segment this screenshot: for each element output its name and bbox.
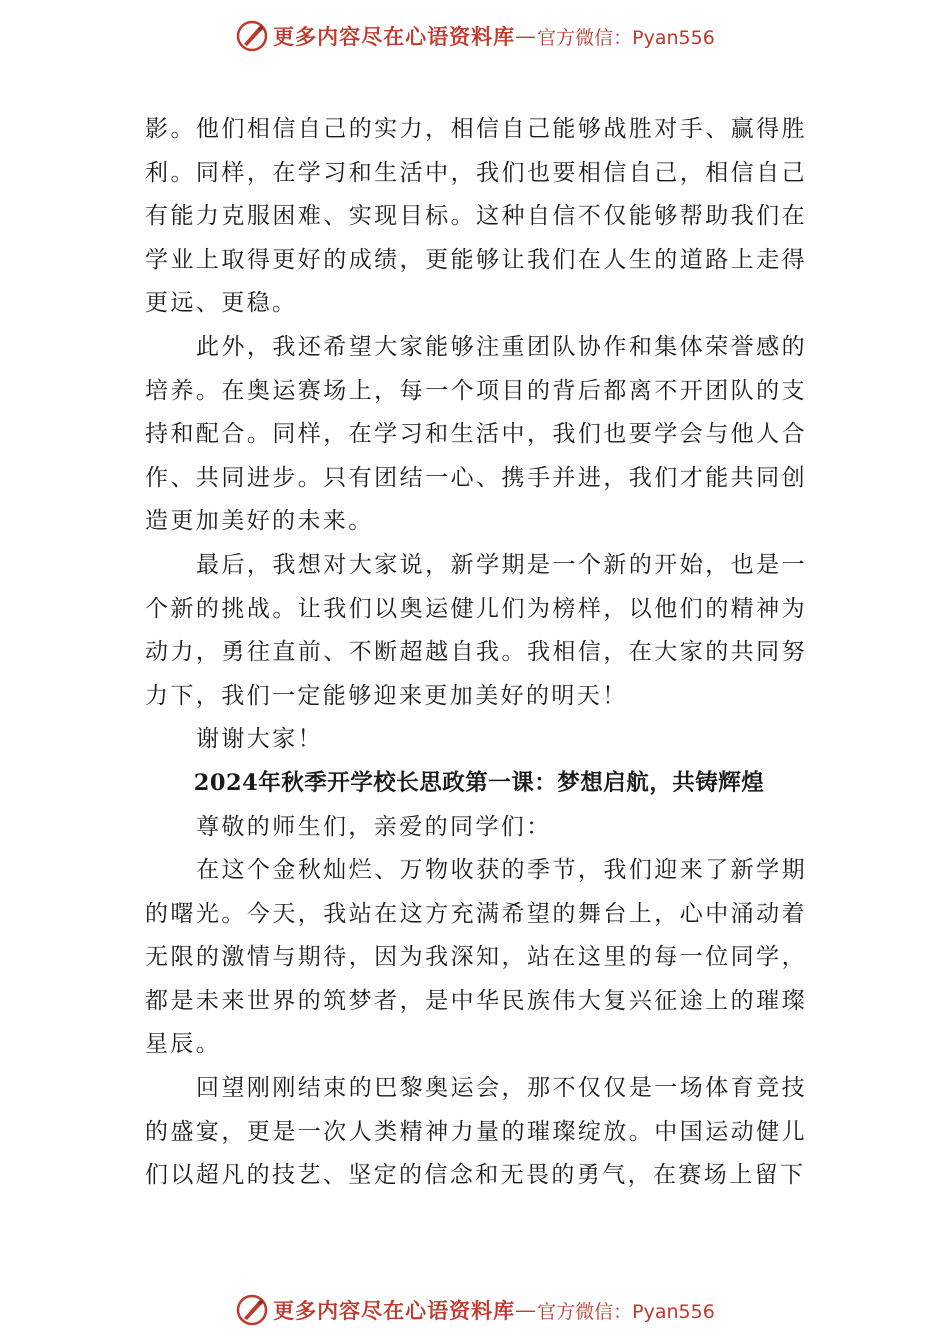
- header-banner: [0, 14, 950, 58]
- paragraph-olympics: 回望刚刚结束的巴黎奥运会，那不仅仅是一场体育竞技的盛宴，更是一次人类精神力量的璀璨绽放。中国运动健儿们以超凡的技艺、坚定的信念和无畏的勇气，在赛场上留下: [145, 1075, 807, 1189]
- document-body: [145, 108, 807, 1198]
- footer-brand: 更多内容尽在心语资料库: [273, 1298, 516, 1323]
- header-brand: 更多内容尽在心语资料库: [273, 24, 516, 49]
- footer-separator: —: [515, 1298, 538, 1322]
- header-separator: —: [515, 24, 538, 48]
- section-title: 2024年秋季开学校长思政第一课：梦想启航，共铸辉煌: [193, 769, 765, 796]
- paragraph-teamwork: 此外，我还希望大家能够注重团队协作和集体荣誉感的培养。在奥运赛场上，每一个项目的背后都离不开团队的支持和配合。同样，在学习和生活中，我们也要学会与他人合作、共同进步。只有团结一心、携手并进，我们才能共同创造更加美好的未来。: [145, 333, 807, 535]
- paragraph-thanks: 谢谢大家！: [196, 726, 323, 753]
- paragraph-greeting: 尊敬的师生们，亲爱的同学们：: [196, 813, 552, 840]
- pen-logo-icon: [235, 1293, 269, 1327]
- paragraph-closing: 最后，我想对大家说，新学期是一个新的开始，也是一个新的挑战。让我们以奥运健儿们为榜样，以他们的精神为动力，勇往直前、不断超越自我。我相信，在大家的共同努力下，我们一定能够迎来更加美好的明天！: [145, 551, 807, 709]
- paragraph-opening: 在这个金秋灿烂、万物收获的季节，我们迎来了新学期的曙光。今天，我站在这方充满希望的舞台上，心中涌动着无限的激情与期待，因为我深知，站在这里的每一位同学，都是未来世界的筑梦者，是中华民族伟大复兴征途上的璀璨星辰。: [145, 857, 807, 1058]
- paragraph-continuation: 影。他们相信自己的实力，相信自己能够战胜对手、赢得胜利。同样，在学习和生活中，我们也要相信自己，相信自己有能力克服困难、实现目标。这种自信不仅能够帮助我们在学业上取得更好的成绩，更能够让我们在人生的道路上走得更远、更稳。: [145, 116, 807, 317]
- footer-banner: [0, 1288, 950, 1332]
- header-contact: 官方微信：Pyan556: [537, 26, 715, 49]
- footer-contact: 官方微信：Pyan556: [537, 1300, 715, 1323]
- pen-logo-icon: [235, 19, 269, 53]
